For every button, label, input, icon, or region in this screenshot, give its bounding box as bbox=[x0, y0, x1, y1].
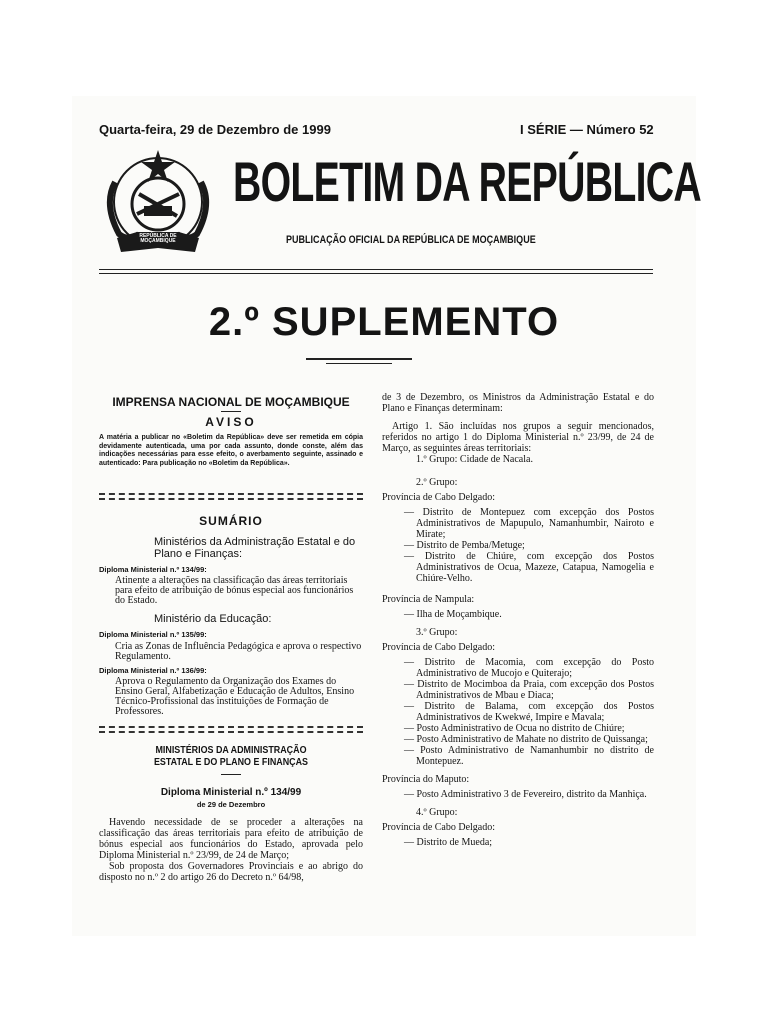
issue-date: Quarta-feira, 29 de Dezembro de 1999 bbox=[99, 122, 331, 137]
province-heading: Província do Maputo: bbox=[382, 774, 470, 785]
diploma-date: de 29 de Dezembro bbox=[196, 800, 266, 809]
gazette-subtitle: PUBLICAÇÃO OFICIAL DA REPÚBLICA DE MOÇAMBIQUE bbox=[286, 234, 536, 246]
province-heading: Província de Nampula: bbox=[382, 594, 475, 605]
list-item: — Distrito de Macomia, com excepção do Posto Administrativo de Mucojo e Quiterajo; bbox=[404, 657, 654, 679]
group-2-heading: 2.º Grupo: bbox=[416, 477, 458, 488]
title-divider-small bbox=[326, 363, 392, 364]
aviso-title: AVISO bbox=[205, 415, 257, 429]
province-heading: Província de Cabo Delgado: bbox=[382, 492, 496, 503]
emblem-banner-text: REPÚBLICA DE MOÇAMBIQUE bbox=[139, 233, 177, 244]
list-item: — Distrito de Balama, com excepção dos Postos Administrativos de Kwekwé, Impire e Mavala; bbox=[404, 701, 654, 723]
group-1: 1.º Grupo: Cidade de Nacala. bbox=[416, 454, 533, 465]
sumario-ministry-heading: Ministérios da Administração Estatal e do Plano e Finanças: bbox=[154, 536, 356, 560]
diploma-136-heading: Diploma Ministerial n.º 136/99: bbox=[99, 666, 207, 675]
list-item: — Ilha de Moçambique. bbox=[404, 609, 502, 620]
sumario-title: SUMÁRIO bbox=[199, 514, 263, 528]
list-item: — Posto Administrativo de Ocua no distrito de Chiúre; bbox=[404, 723, 625, 734]
list-item: — Posto Administrativo de Namanhumbir no distrito de Montepuez. bbox=[404, 745, 654, 767]
province-heading: Província de Cabo Delgado: bbox=[382, 822, 496, 833]
province-heading: Província de Cabo Delgado: bbox=[382, 642, 496, 653]
right-column bbox=[382, 392, 654, 848]
diploma-135-summary: Cria as Zonas de Influência Pedagógica e aprova o respectivo Regulamento. bbox=[115, 641, 362, 662]
title-divider bbox=[306, 358, 412, 360]
list-item: — Posto Administrativo de Mahate no distrito de Quissanga; bbox=[404, 734, 648, 745]
header-rule-top bbox=[99, 269, 653, 270]
list-item: — Distrito de Montepuez com excepção dos Postos Administrativos de Mapupulo, Namanhumbir, Nairoto e Mirate; bbox=[404, 507, 654, 540]
imprensa-heading: IMPRENSA NACIONAL DE MOÇAMBIQUE bbox=[112, 395, 350, 409]
decree-intro: de 3 de Dezembro, os Ministros da Administração Estatal e do Plano e Finanças determinam: bbox=[382, 392, 654, 414]
list-item: — Distrito de Mocimboa da Praia, com excepção dos Postos Administrativos de Mbau e Diaca; bbox=[404, 679, 654, 701]
diploma-136-summary: Aprova o Regulamento da Organização dos Exames do Ensino Geral, Alfabetização e Educação de Adultos, Ensino Técnico-Profissional das instituições de Formação de Professores. bbox=[115, 676, 355, 717]
diploma-134-summary: Atinente a alterações na classificação das áreas territoriais para efeito de atribuição de bónus especial aos funcionários do Estado. bbox=[115, 575, 354, 606]
diploma-135-heading: Diploma Ministerial n.º 135/99: bbox=[99, 630, 207, 639]
supplement-title: 2.º SUPLEMENTO bbox=[208, 300, 560, 344]
aviso-divider bbox=[221, 411, 241, 412]
diploma-134-heading: Diploma Ministerial n.º 134/99: bbox=[99, 565, 207, 574]
group-4-heading: 4.º Grupo: bbox=[416, 807, 458, 818]
issue-series: I SÉRIE — Número 52 bbox=[520, 122, 654, 137]
ministerios-heading: MINISTÉRIOS DA ADMINISTRAÇÃO ESTATAL E DO PLANO E FINANÇAS bbox=[153, 744, 309, 768]
gazette-title: BOLETIM DA REPÚBLICA bbox=[233, 150, 702, 213]
list-item: — Distrito de Chiúre, com excepção dos Postos Administrativos de Ocua, Mazeze, Catapua, Namogelia e Chiúre-Velho. bbox=[404, 551, 654, 584]
section-divider bbox=[99, 498, 363, 500]
group-3-heading: 3.º Grupo: bbox=[416, 627, 458, 638]
list-item: — Distrito de Pemba/Metuge; bbox=[404, 540, 525, 551]
preamble-paragraph: Sob proposta dos Governadores Provinciais e ao abrigo do disposto no n.º 2 do artigo 26 do Decreto n.º 64/98, bbox=[99, 861, 363, 883]
sumario-ministry-heading: Ministério da Educação: bbox=[154, 613, 272, 625]
heading-divider bbox=[221, 774, 241, 775]
section-divider bbox=[99, 726, 363, 728]
list-item: — Posto Administrativo 3 de Fevereiro, distrito da Manhiça. bbox=[404, 789, 647, 800]
section-divider bbox=[99, 731, 363, 733]
preamble-paragraph: Havendo necessidade de se proceder a alterações na classificação das áreas territoriais para efeito de atribuição de bónus especial aos funcionários do Estado, aprovada pelo Diploma Ministerial n.º 23/99, de 24 de Março; bbox=[99, 817, 363, 861]
section-divider bbox=[99, 493, 363, 495]
aviso-text: A matéria a publicar no «Boletim da República» deve ser remetida em cópia devidamente autenticada, uma por cada assunto, donde conste, além das indicações necessárias para esse efeito, o averbamento seguinte, assinado e autenticado: Para publicação no «Boletim da República». bbox=[99, 434, 363, 467]
list-item: — Distrito de Mueda; bbox=[404, 837, 493, 848]
diploma-title: Diploma Ministerial n.º 134/99 bbox=[160, 787, 302, 798]
artigo-1: Artigo 1. São incluídas nos grupos a seguir mencionados, referidos no artigo 1 do Diploma Ministerial n.º 23/99, de 24 de Março, as seguintes áreas territoriais: bbox=[382, 421, 654, 454]
coat-of-arms-emblem bbox=[97, 142, 219, 266]
header-rule-bottom bbox=[99, 273, 653, 274]
